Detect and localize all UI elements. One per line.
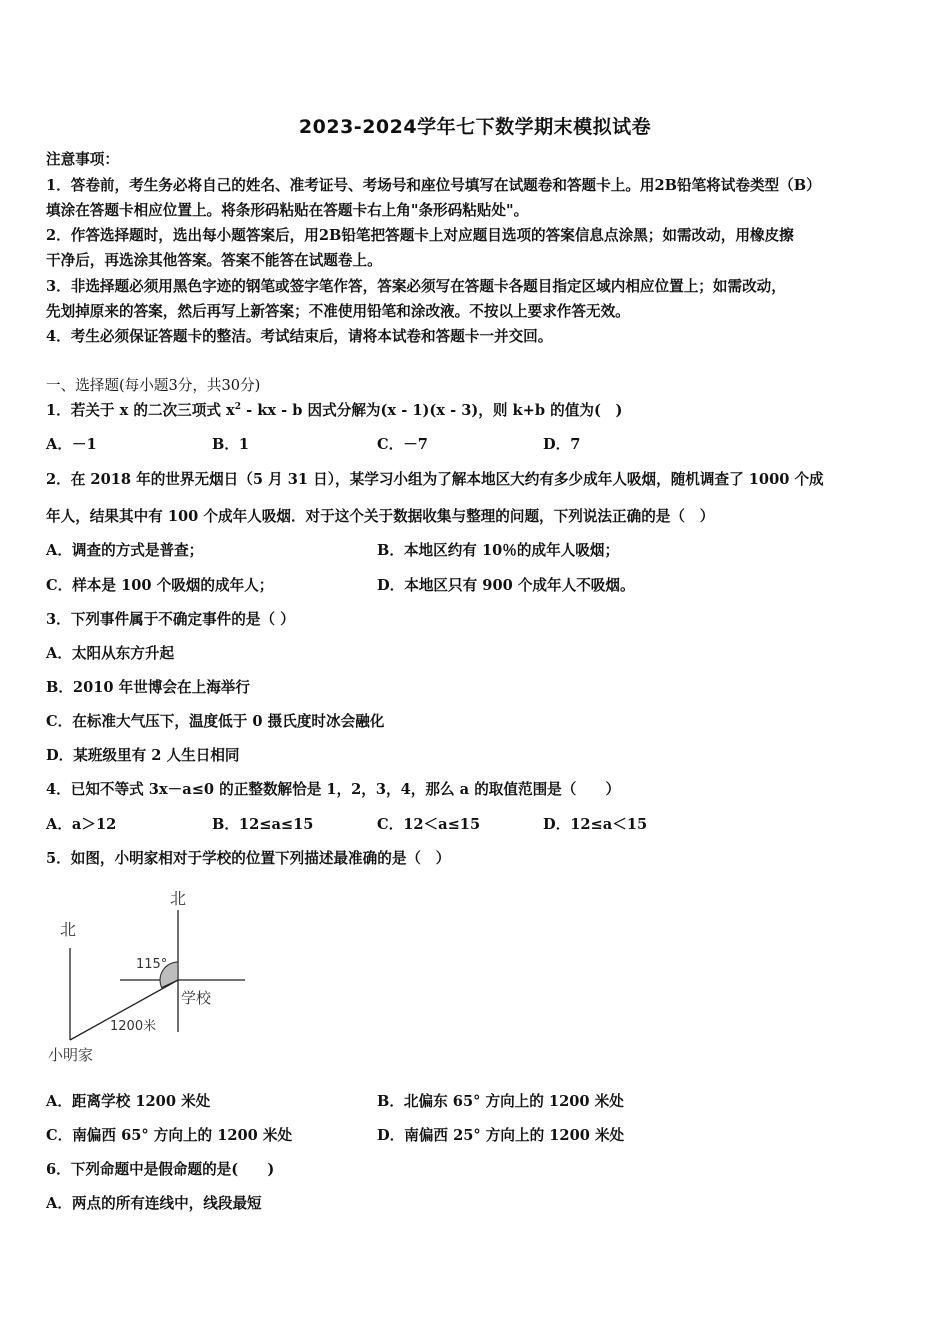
school-label: 学校 <box>181 989 212 1007</box>
q2-option-a: A．调查的方式是普查； <box>46 542 204 559</box>
notice-line: 1．答卷前，考生务必将自己的姓名、准考证号、考场号和座位号填写在试题卷和答题卡上。用2B铅笔将试卷类型（B） <box>46 177 821 194</box>
notice-line: 先划掉原来的答案，然后再写上新答案；不准使用铅笔和涂改液。不按以上要求作答无效。 <box>46 303 630 320</box>
home-label: 小明家 <box>48 1046 94 1064</box>
question-5-stem: 5．如图，小明家相对于学校的位置下列描述最准确的是（ ） <box>46 850 451 867</box>
north-label-left: 北 <box>60 920 77 939</box>
q5-figure <box>40 880 270 1070</box>
page-title: 2023-2024学年七下数学期末模拟试卷 <box>298 116 652 138</box>
angle-label: 115° <box>136 957 168 972</box>
question-4-stem: 4．已知不等式 3x－a≤0 的正整数解恰是 1，2，3，4，那么 a 的取值范围是（ ） <box>46 781 621 798</box>
q6-option-a: A．两点的所有连线中，线段最短 <box>46 1195 262 1212</box>
notice-line: 2．作答选择题时，选出每小题答案后，用2B铅笔把答题卡上对应题目选项的答案信息点涂黑；如需改动，用橡皮擦 <box>46 227 794 244</box>
notice-line: 4．考生必须保证答题卡的整洁。考试结束后，请将本试卷和答题卡一并交回。 <box>46 328 553 345</box>
q1-option-d: D．7 <box>543 436 581 453</box>
q5-option-d: D．南偏西 25° 方向上的 1200 米处 <box>377 1127 625 1144</box>
q2-option-c: C．样本是 100 个吸烟的成年人； <box>46 577 274 594</box>
q3-option-c: C．在标准大气压下，温度低于 0 摄氏度时冰会融化 <box>46 713 385 730</box>
q4-option-a: A．a＞12 <box>46 816 117 833</box>
question-6-stem: 6．下列命题中是假命题的是( ) <box>46 1161 275 1178</box>
north-label-right: 北 <box>170 889 187 908</box>
notice-line: 填涂在答题卡相应位置上。将条形码粘贴在答题卡右上角"条形码粘贴处"。 <box>46 202 529 219</box>
q1-option-a: A．－1 <box>46 436 97 453</box>
q5-option-c: C．南偏西 65° 方向上的 1200 米处 <box>46 1127 293 1144</box>
q3-option-d: D．某班级里有 2 人生日相同 <box>46 747 240 764</box>
q5-option-a: A．距离学校 1200 米处 <box>46 1093 211 1110</box>
notice-heading: 注意事项： <box>46 151 119 168</box>
q5-option-b: B．北偏东 65° 方向上的 1200 米处 <box>377 1093 624 1110</box>
notice-line: 干净后，再选涂其他答案。答案不能答在试题卷上。 <box>46 252 382 269</box>
section-heading: 一、选择题(每小题3分，共30分) <box>46 377 261 394</box>
question-2-stem: 2．在 2018 年的世界无烟日（5 月 31 日），某学习小组为了解本地区大约有多少成年人吸烟，随机调查了 1000 个成 <box>46 471 824 488</box>
question-3-stem: 3．下列事件属于不确定事件的是（ ） <box>46 611 295 628</box>
q3-option-b: B．2010 年世博会在上海举行 <box>46 679 250 696</box>
q2-option-d: D．本地区只有 900 个成年人不吸烟。 <box>377 577 635 594</box>
q4-option-c: C．12＜a≤15 <box>377 816 481 833</box>
question-1-stem: 1．若关于 x 的二次三项式 $x^2$ - kx - b 因式分解为(x - 1)(x - 3)，则 k+b 的值为( ) <box>46 402 623 419</box>
q4-option-b: B．12≤a≤15 <box>212 816 314 833</box>
q1-option-b: B．1 <box>212 436 250 453</box>
distance-label: 1200米 <box>110 1019 157 1034</box>
q4-option-d: D．12≤a＜15 <box>543 816 648 833</box>
q3-option-a: A．太阳从东方升起 <box>46 645 175 662</box>
q2-option-b: B．本地区约有 10％的成年人吸烟； <box>377 542 620 559</box>
q1-option-c: C．－7 <box>377 436 428 453</box>
question-2-stem-cont: 年人，结果其中有 100 个成年人吸烟．对于这个关于数据收集与整理的问题，下列说法正确的是（ ） <box>46 508 715 525</box>
notice-line: 3．非选择题必须用黑色字迹的钢笔或签字笔作答，答案必须写在答题卡各题目指定区域内相应位置上；如需改动， <box>46 278 786 295</box>
